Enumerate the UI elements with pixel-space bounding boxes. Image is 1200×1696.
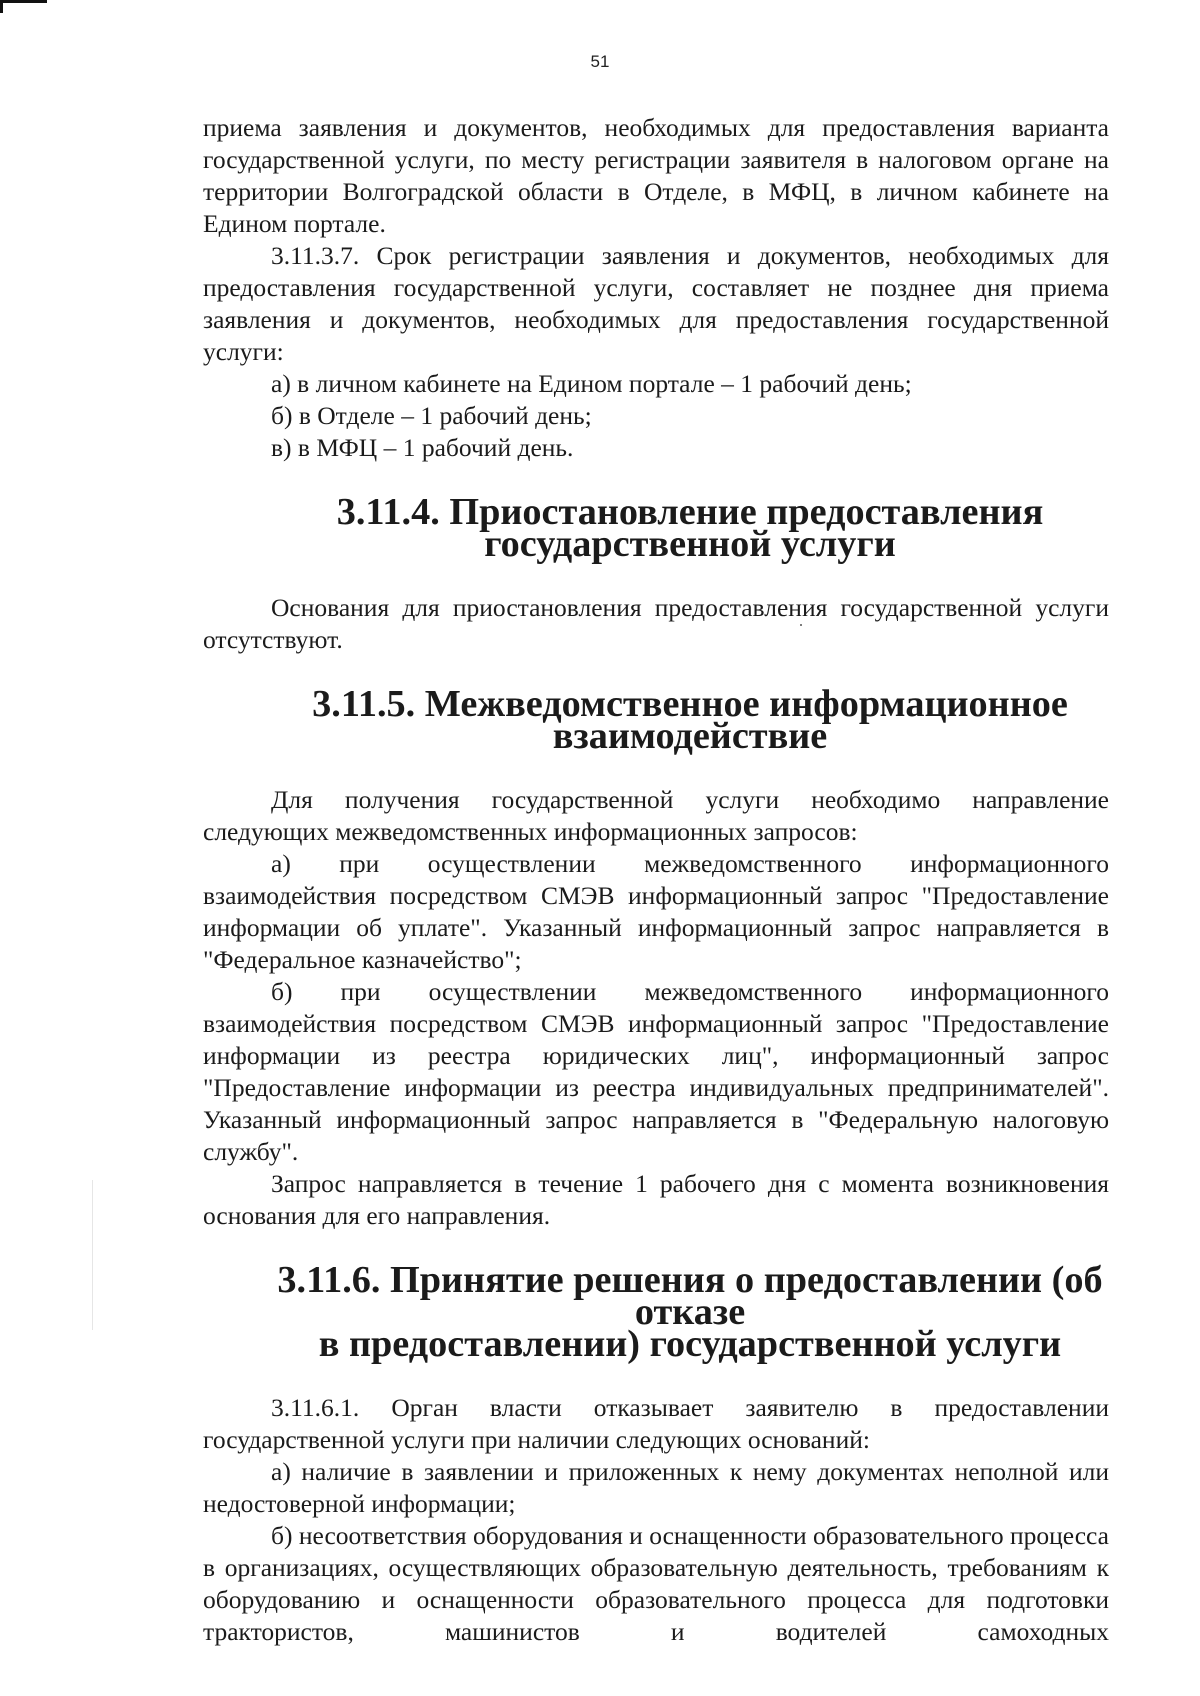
paragraph-interagency-intro: Для получения государственной услуги необходимо направление следующих межведомственных информационных запросов:	[203, 785, 1109, 846]
list-item-refusal-a: а) наличие в заявлении и приложенных к нему документах неполной или недостоверной информации;	[203, 1457, 1109, 1518]
list-item-c: в) в МФЦ – 1 рабочий день.	[271, 433, 574, 462]
list-item-b: б) в Отделе – 1 рабочий день;	[271, 401, 592, 430]
list-item-interagency-a: а) при осуществлении межведомственного информационного взаимодействия посредством СМЭВ информационный запрос "Предоставление информации об уплате". Указанный информационный запрос направляется в "Федеральное казначейство";	[203, 849, 1109, 974]
paragraph-request-timing: Запрос направляется в течение 1 рабочего дня с момента возникновения основания для его направления.	[203, 1169, 1109, 1230]
document-body	[203, 112, 1109, 1680]
paragraph-continuation: приема заявления и документов, необходимых для предоставления варианта государственной услуги, по месту регистрации заявителя в налоговом органе на территории Волгоградской области в Отделе, в МФЦ, в личном кабинете на Едином портале.	[203, 113, 1109, 238]
heading-3-11-4: 3.11.4. Приостановление предоставления государственной услуги	[336, 491, 1044, 565]
heading-3-11-6-line1: 3.11.6. Принятие решения о предоставлении (об отказе	[277, 1259, 1103, 1333]
page-number: 51	[590, 52, 610, 71]
list-item-a: а) в личном кабинете на Едином портале – 1 рабочий день;	[271, 369, 912, 398]
heading-3-11-5: 3.11.5. Межведомственное информационное взаимодействие	[312, 683, 1068, 757]
paragraph-3-11-6-1: 3.11.6.1. Орган власти отказывает заявителю в предоставлении государственной услуги при наличии следующих оснований:	[203, 1393, 1109, 1454]
scan-speck	[800, 624, 802, 626]
heading-3-11-6	[203, 1259, 1109, 1365]
list-item-interagency-b: б) при осуществлении межведомственного информационного взаимодействия посредством СМЭВ информационный запрос "Предоставление информации из реестра юридических лиц", информационный запрос "Предоставление информации из реестра индивидуальных предпринимателей". Указанный информационный запрос направляется в "Федеральную налоговую службу".	[203, 977, 1109, 1166]
list-item-refusal-b: б) несоответствия оборудования и оснащенности образовательного процесса в организациях, осуществляющих образовательную деятельность, требованиям к оборудованию и оснащенности образовательного процесса для подготовки трактористов, машинистов и водителей самоходных	[203, 1521, 1109, 1646]
paragraph-suspension: Основания для приостановления предоставления государственной услуги отсутствуют.	[203, 593, 1109, 654]
paragraph-3-11-3-7: 3.11.3.7. Срок регистрации заявления и документов, необходимых для предоставления государственной услуги, составляет не позднее дня приема заявления и документов, необходимых для предоставления государственной услуги:	[203, 241, 1109, 366]
heading-3-11-6-line2: в предоставлении) государственной услуги	[318, 1323, 1062, 1365]
